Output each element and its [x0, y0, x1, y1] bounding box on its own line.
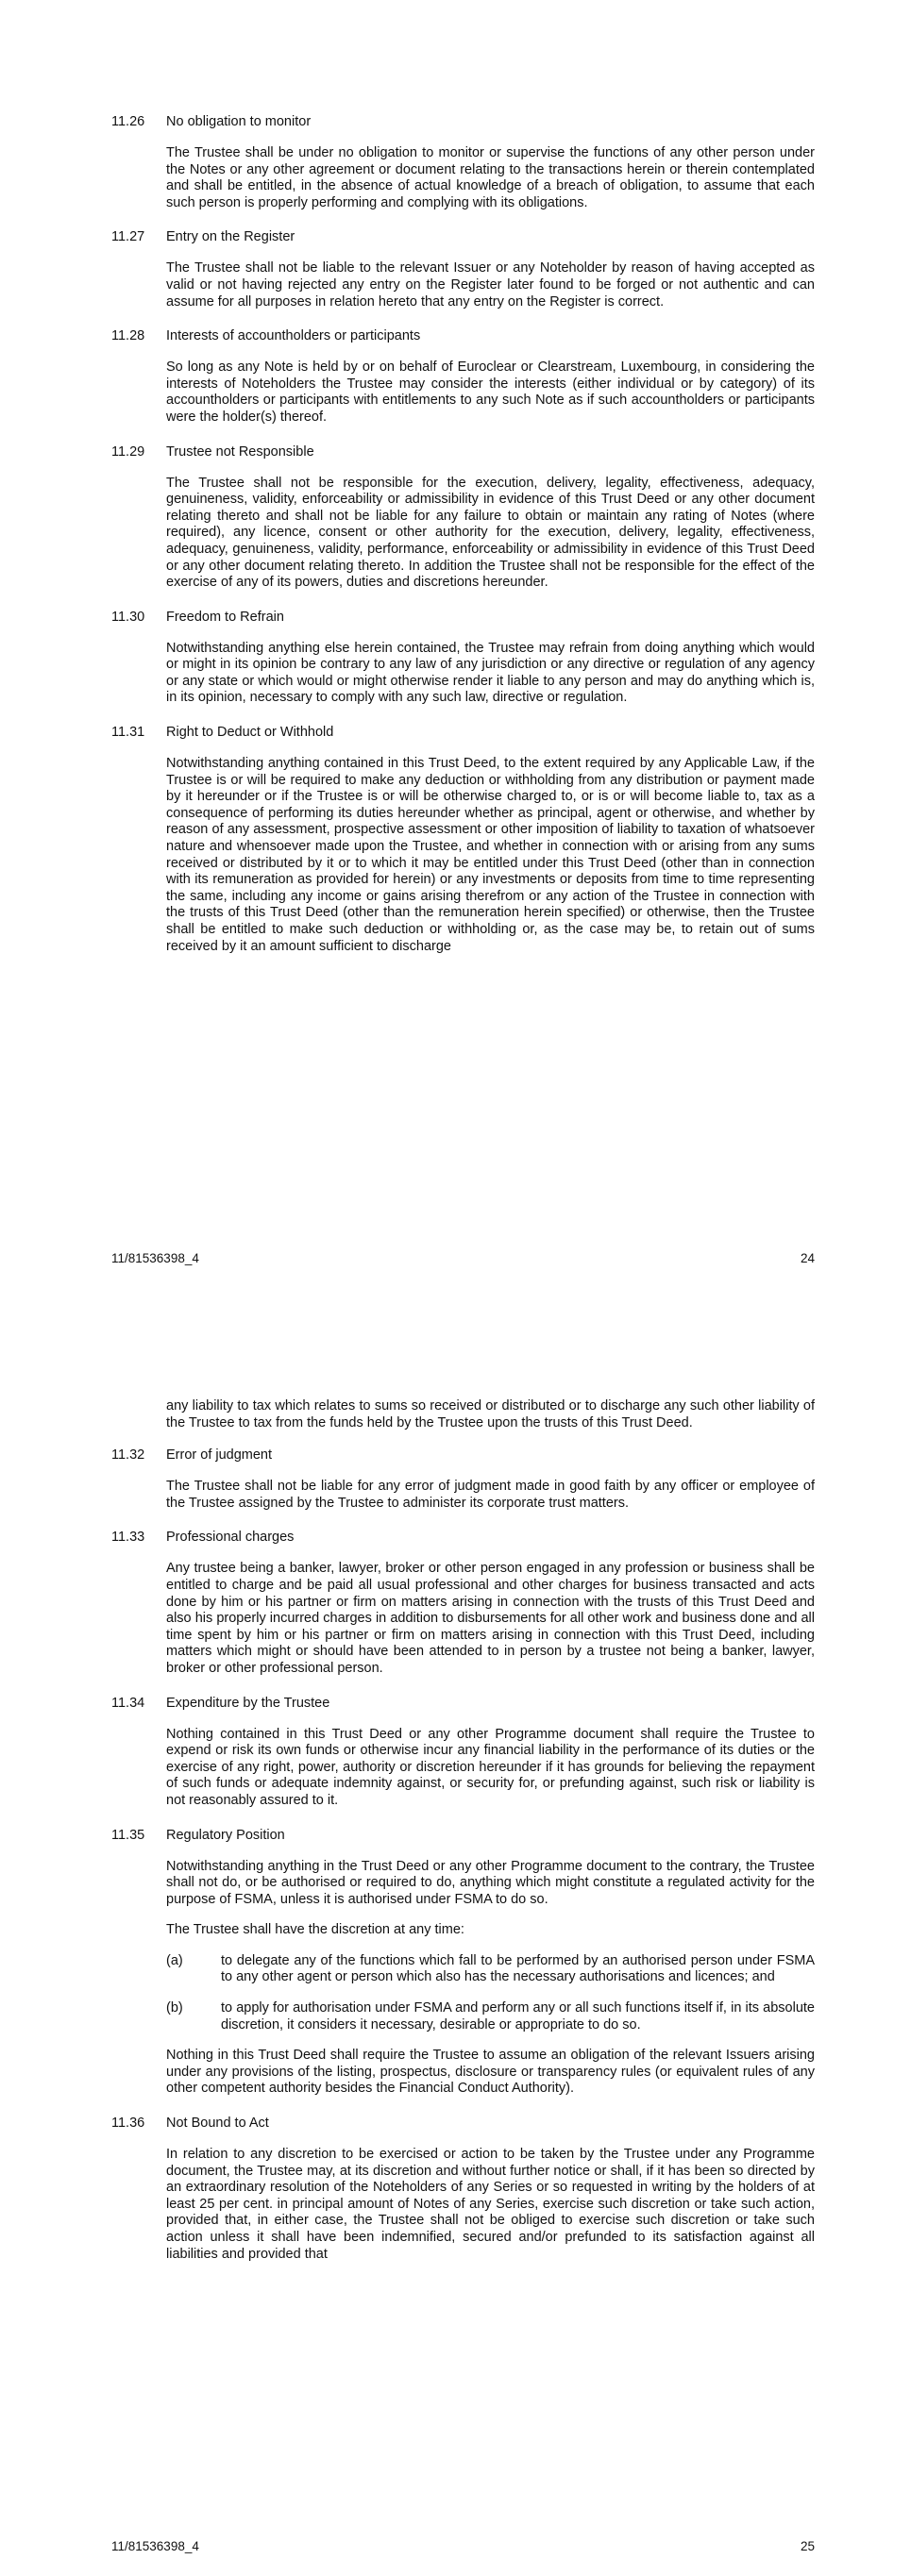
clause-11-29 [111, 443, 815, 592]
clause-heading [111, 227, 815, 246]
sub-item-label: (b) [166, 2000, 183, 2016]
page-number: 24 [800, 1251, 815, 1265]
clause-11-34 [111, 1694, 815, 1810]
clause-number: 11.27 [111, 229, 145, 245]
clause-paragraph: In relation to any discretion to be exercised or action to be taken by the Trustee under any Programme document, the Trustee may, at its discretion and without further notice or shall, if it has been so directed by an extraordinary resolution of the Noteholders of any Series or so requested in writing by the holders of at least 25 per cent. in principal amount of Notes of any Series, exercise such discretion or take such action, provided that, in either case, the Trustee shall not be obliged to exercise such discretion or take such action unless it shall have been indemnified, secured and/or prefunded to its satisfaction against all liabilities and provided that [166, 2147, 815, 2262]
clause-title: No obligation to monitor [166, 114, 312, 129]
clause-heading [111, 112, 815, 131]
clause-heading [111, 1694, 815, 1713]
clause-paragraph: Notwithstanding anything contained in this Trust Deed, to the extent required by any Applicable Law, if the Trustee is or will be required to make any deduction or withholding from any distribution or payment made by it hereunder or if the Trustee is or will be otherwise charged to, or is or will become liable to, tax as a consequence of performing its duties hereunder whether as principal, agent or otherwise, and whether by reason of any assessment, prospective assessment or other imposition of liability to taxation of whatsoever nature and whensoever made upon the Trustee, and whether in connection with or arising from any sums received or distributed by it or to which it may be entitled under this Trust Deed (other than in connection with its remuneration as provided for herein) or any investments or deposits from time to time representing the same, including any income or gains arising therefrom or any action of the Trustee in connection with the trusts of this Trust Deed (other than the remuneration herein specified) or otherwise, then the Trustee shall be entitled to make such deduction or withholding or, as the case may be, to retain out of sums received by it an amount sufficient to discharge [166, 756, 815, 954]
clause-number: 11.28 [111, 328, 145, 344]
sub-item-label: (a) [166, 1952, 183, 1968]
page-footer [111, 2539, 815, 2554]
sub-item [166, 2000, 815, 2033]
clause-paragraph: The Trustee shall not be liable to the relevant Issuer or any Noteholder by reason of having accepted as valid or not having rejected any entry on the Register later found to be forged or not authentic and can assume for all purposes in relation hereto that any entry on the Register is correct. [166, 260, 815, 309]
document-reference: 11/81536398_4 [111, 1251, 199, 1265]
clause-title: Professional charges [166, 1530, 295, 1546]
sub-item-text: to apply for authorisation under FSMA and perform any or all such functions itself if, in its absolute discretion, it considers it necessary, desirable or appropriate to do so. [221, 2000, 815, 2032]
sub-item-text: to delegate any of the functions which fall to be performed by an authorised person under FSMA to any other agent or person which also has the necessary authorisations and licences; and [221, 1952, 815, 1985]
page-footer [111, 1251, 815, 1266]
clause-number: 11.26 [111, 114, 145, 129]
clause-paragraph: The Trustee shall have the discretion at any time: [166, 1922, 464, 1938]
clause-11-35 [111, 1826, 815, 2099]
clause-title: Trustee not Responsible [166, 443, 314, 460]
page-content [111, 112, 815, 971]
clause-heading [111, 1528, 815, 1547]
clause-11-33 [111, 1528, 815, 1677]
clause-paragraph: Nothing contained in this Trust Deed or any other Programme document shall require the Trustee to expend or risk its own funds or otherwise incur any financial liability in the performance of its duties or the exercise of any right, power, authority or discretion hereunder if it has grounds for believing the repayment of such funds or adequate indemnity against, or security for, or prefunding against, such risk or liability is not reasonably assured to it. [166, 1726, 815, 1808]
document-page-25 [0, 1288, 911, 2576]
clause-paragraph: Any trustee being a banker, lawyer, broker or other person engaged in any profession or business shall be entitled to charge and be paid all usual professional and other charges for business transacted and acts done by him or his partner or firm on matters arising in connection with the trusts of this Trust Deed and also his properly incurred charges in addition to disbursements for all other work and business done and all time spent by him or his partner or firm on matters arising in connection with this Trust Deed, including matters which might or should have been attended to in person by a trustee not being a banker, lawyer, broker or other professional person. [166, 1561, 815, 1676]
clause-11-31 [111, 723, 815, 955]
clause-title: Expenditure by the Trustee [166, 1695, 330, 1711]
clause-paragraph: Nothing in this Trust Deed shall require the Trustee to assume an obligation of the relevant Issuers arising under any provisions of the listing, prospectus, disclosure or transparency rules (or equivalent rules of any other competent authority besides the Financial Conduct Authority). [166, 2048, 815, 2097]
clause-11-28 [111, 326, 815, 426]
continued-paragraph: any liability to tax which relates to sums so received or distributed or to discharge any such other liability of the Trustee to tax from the funds held by the Trustee upon the trusts of this Trust Deed. [166, 1398, 815, 1430]
clause-paragraph: The Trustee shall be under no obligation to monitor or supervise the functions of any other person under the Notes or any other agreement or document relating to the transactions herein or therein contemplated and shall be entitled, in the absence of actual knowledge of a breach of obligation, to assume that each such person is properly performing and complying with its obligations. [166, 145, 815, 210]
clause-heading [111, 608, 815, 627]
page-number: 25 [800, 2539, 815, 2553]
clause-heading [111, 723, 815, 742]
clause-heading [111, 1826, 815, 1845]
clause-11-27 [111, 227, 815, 310]
clause-paragraph: So long as any Note is held by or on behalf of Euroclear or Clearstream, Luxembourg, in considering the interests of Noteholders the Trustee may consider the interests (either individual or by category) of its accountholders or participants with entitlements to any such Note as if such accountholders or participants were the holder(s) thereof. [166, 360, 815, 425]
clause-11-30 [111, 608, 815, 707]
sub-item [166, 1953, 815, 1986]
clause-paragraph: Notwithstanding anything else herein contained, the Trustee may refrain from doing anything which would or might in its opinion be contrary to any law of any jurisdiction or any directive or regulation of any agency or any state or which would or might otherwise render it liable to any person and may do anything which is, in its opinion, necessary to comply with any such law, directive or regulation. [166, 640, 815, 706]
clause-paragraph: The Trustee shall not be responsible for the execution, delivery, legality, effectiveness, adequacy, genuineness, validity, enforceability or admissibility in evidence of this Trust Deed or any other document relating thereto and shall not be liable for any failure to obtain or maintain any rating of Notes (where required), any licence, consent or other authority for the execution, delivery, legality, effectiveness, adequacy, genuineness, validity, performance, enforceability or admissibility in evidence of this Trust Deed or any other document relating thereto. In addition the Trustee shall not be responsible for the effect of the exercise of any of its powers, duties and discretions hereunder. [166, 475, 815, 591]
clause-heading [111, 1446, 815, 1464]
clause-number: 11.35 [111, 1827, 145, 1843]
clause-number: 11.30 [111, 609, 145, 625]
clause-number: 11.33 [111, 1530, 145, 1546]
clause-number: 11.36 [111, 2116, 145, 2132]
clause-number: 11.32 [111, 1447, 145, 1464]
page-content [111, 1398, 815, 2279]
clause-heading [111, 2114, 815, 2133]
clause-title: Error of judgment [166, 1447, 273, 1464]
clause-heading [111, 443, 815, 461]
clause-11-26 [111, 112, 815, 211]
clause-title: Regulatory Position [166, 1827, 285, 1843]
clause-title: Freedom to Refrain [166, 609, 284, 625]
clause-number: 11.29 [111, 443, 145, 460]
clause-paragraph: The Trustee shall not be liable for any error of judgment made in good faith by any officer or employee of the Trustee assigned by the Trustee to administer its corporate trust matters. [166, 1479, 815, 1511]
clause-paragraph: Notwithstanding anything in the Trust Deed or any other Programme document to the contrary, the Trustee shall not do, or be authorised or required to do, anything which might constitute a regulated activity for the purpose of FSMA, unless it is authorised under FSMA to do so. [166, 1858, 815, 1907]
clause-11-32 [111, 1446, 815, 1512]
clause-title: Entry on the Register [166, 229, 295, 245]
clause-title: Interests of accountholders or participants [166, 328, 421, 344]
clause-heading [111, 326, 815, 345]
clause-title: Not Bound to Act [166, 2116, 269, 2132]
clause-number: 11.31 [111, 725, 145, 741]
clause-number: 11.34 [111, 1695, 145, 1711]
clause-title: Right to Deduct or Withhold [166, 725, 334, 741]
document-reference: 11/81536398_4 [111, 2539, 199, 2553]
clause-11-36 [111, 2114, 815, 2263]
